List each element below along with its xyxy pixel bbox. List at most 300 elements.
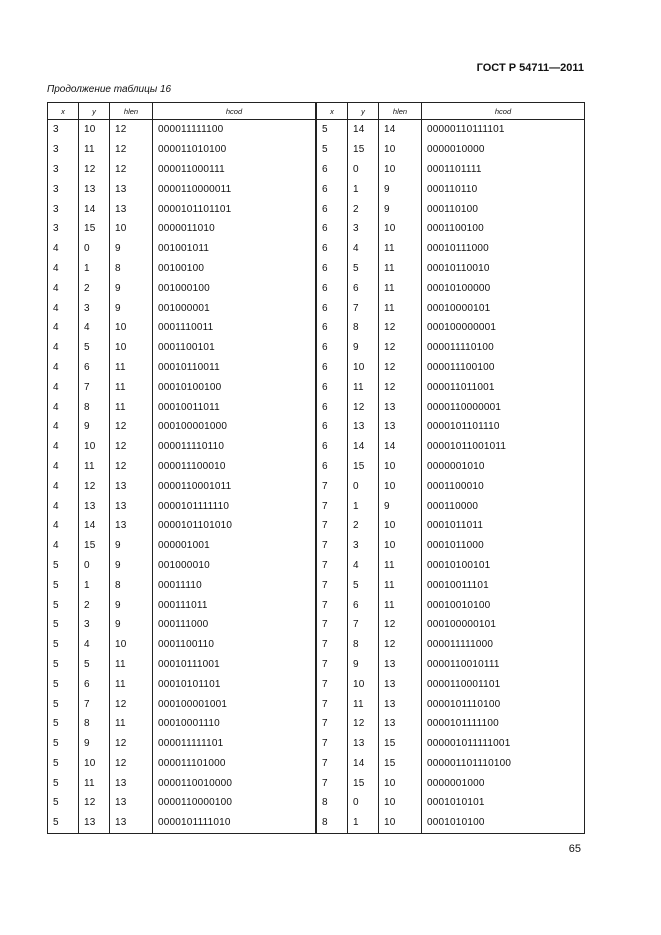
cell-hcod: 000011011001 (422, 377, 585, 397)
cell-hlen: 12 (379, 318, 422, 338)
cell-hlen: 13 (110, 199, 153, 219)
table-row (317, 476, 585, 496)
cell-y: 8 (79, 397, 110, 417)
cell-hlen: 9 (110, 298, 153, 318)
cell-hlen: 13 (110, 516, 153, 536)
cell-x: 6 (317, 298, 348, 318)
cell-y: 15 (348, 773, 379, 793)
table-row (317, 140, 585, 160)
cell-hlen: 9 (110, 615, 153, 635)
cell-x: 4 (48, 417, 79, 437)
cell-x: 7 (317, 674, 348, 694)
table-row (317, 615, 585, 635)
cell-hcod: 00010010100 (422, 595, 585, 615)
table-row (317, 595, 585, 615)
cell-y: 14 (348, 754, 379, 774)
cell-hlen: 9 (110, 536, 153, 556)
cell-y: 3 (79, 615, 110, 635)
cell-x: 5 (48, 575, 79, 595)
cell-hcod: 001000100 (153, 278, 316, 298)
table-row (317, 298, 585, 318)
cell-hcod: 000111011 (153, 595, 316, 615)
cell-x: 6 (317, 219, 348, 239)
cell-hcod: 000011111100 (153, 120, 316, 140)
cell-y: 13 (79, 813, 110, 833)
cell-y: 0 (348, 793, 379, 813)
cell-y: 15 (79, 219, 110, 239)
table-row (48, 476, 316, 496)
cell-hlen: 14 (379, 120, 422, 140)
cell-hlen: 13 (110, 496, 153, 516)
table-row (48, 496, 316, 516)
table-row (317, 694, 585, 714)
cell-x: 6 (317, 318, 348, 338)
cell-y: 7 (348, 615, 379, 635)
cell-x: 8 (317, 813, 348, 833)
column-header-hlen: hlen (110, 103, 153, 120)
cell-y: 5 (79, 655, 110, 675)
cell-y: 13 (79, 179, 110, 199)
table-row (317, 575, 585, 595)
table-row (48, 259, 316, 279)
cell-y: 9 (79, 734, 110, 754)
cell-hlen: 13 (110, 179, 153, 199)
cell-hcod: 00010011101 (422, 575, 585, 595)
cell-x: 5 (48, 773, 79, 793)
cell-hcod: 000110110 (422, 179, 585, 199)
column-header-hlen: hlen (379, 103, 422, 120)
cell-hlen: 10 (379, 140, 422, 160)
table-row (317, 120, 585, 140)
cell-x: 3 (48, 219, 79, 239)
cell-hcod: 00011110 (153, 575, 316, 595)
column-header-hcod: hcod (422, 103, 585, 120)
table-row (317, 239, 585, 259)
cell-hlen: 12 (110, 160, 153, 180)
cell-hlen: 13 (110, 793, 153, 813)
cell-hcod: 0000001000 (422, 773, 585, 793)
table-row (48, 417, 316, 437)
table-row (48, 120, 316, 140)
cell-x: 4 (48, 516, 79, 536)
cell-x: 5 (48, 793, 79, 813)
table-row (317, 397, 585, 417)
cell-hcod: 00001011001011 (422, 437, 585, 457)
table-row (48, 318, 316, 338)
cell-x: 5 (48, 655, 79, 675)
cell-hlen: 10 (110, 219, 153, 239)
cell-y: 13 (348, 417, 379, 437)
cell-x: 8 (317, 793, 348, 813)
cell-y: 11 (348, 377, 379, 397)
cell-x: 7 (317, 734, 348, 754)
table-row (317, 754, 585, 774)
cell-y: 12 (348, 397, 379, 417)
cell-hcod: 0000101111100 (422, 714, 585, 734)
cell-hcod: 0000110001101 (422, 674, 585, 694)
table-row (48, 595, 316, 615)
cell-x: 3 (48, 140, 79, 160)
cell-hcod: 0001010101 (422, 793, 585, 813)
cell-hlen: 10 (379, 476, 422, 496)
cell-y: 0 (79, 239, 110, 259)
cell-x: 7 (317, 575, 348, 595)
table-row (317, 635, 585, 655)
table-row (317, 417, 585, 437)
cell-y: 4 (79, 318, 110, 338)
cell-hcod: 000011110100 (422, 338, 585, 358)
cell-y: 8 (79, 714, 110, 734)
cell-hlen: 12 (110, 417, 153, 437)
cell-hcod: 00000110111101 (422, 120, 585, 140)
cell-hcod: 000110100 (422, 199, 585, 219)
cell-x: 6 (317, 338, 348, 358)
table-row (48, 437, 316, 457)
cell-hlen: 12 (110, 457, 153, 477)
cell-hlen: 12 (379, 635, 422, 655)
cell-hcod: 00010100100 (153, 377, 316, 397)
cell-x: 6 (317, 437, 348, 457)
cell-y: 1 (348, 179, 379, 199)
cell-y: 7 (79, 694, 110, 714)
cell-hcod: 00010101101 (153, 674, 316, 694)
cell-x: 4 (48, 476, 79, 496)
cell-x: 7 (317, 714, 348, 734)
cell-hlen: 12 (110, 140, 153, 160)
cell-x: 4 (48, 259, 79, 279)
cell-hlen: 15 (379, 754, 422, 774)
cell-x: 6 (317, 377, 348, 397)
cell-y: 6 (79, 358, 110, 378)
cell-hlen: 8 (110, 575, 153, 595)
table-row (48, 397, 316, 417)
table-row (317, 556, 585, 576)
cell-hcod: 0000101101010 (153, 516, 316, 536)
cell-hlen: 12 (110, 694, 153, 714)
cell-y: 0 (348, 160, 379, 180)
table-row (317, 358, 585, 378)
cell-hcod: 000100000001 (422, 318, 585, 338)
cell-hcod: 001000010 (153, 556, 316, 576)
table-row (317, 338, 585, 358)
cell-hcod: 00010001110 (153, 714, 316, 734)
cell-y: 2 (79, 278, 110, 298)
table-row (48, 556, 316, 576)
cell-x: 7 (317, 694, 348, 714)
cell-y: 7 (79, 377, 110, 397)
cell-x: 6 (317, 199, 348, 219)
cell-x: 5 (48, 694, 79, 714)
cell-hcod: 000011010100 (153, 140, 316, 160)
table-row (317, 813, 585, 833)
cell-hcod: 001001011 (153, 239, 316, 259)
cell-hcod: 0000110010000 (153, 773, 316, 793)
cell-hlen: 12 (379, 377, 422, 397)
cell-y: 15 (348, 457, 379, 477)
cell-hlen: 10 (379, 773, 422, 793)
cell-hlen: 11 (110, 377, 153, 397)
cell-hlen: 9 (379, 179, 422, 199)
cell-x: 6 (317, 278, 348, 298)
cell-y: 3 (348, 536, 379, 556)
table-row (48, 635, 316, 655)
table-row (48, 377, 316, 397)
cell-hcod: 000110000 (422, 496, 585, 516)
cell-hcod: 000001001 (153, 536, 316, 556)
cell-hlen: 10 (110, 635, 153, 655)
cell-hlen: 11 (379, 278, 422, 298)
cell-x: 3 (48, 160, 79, 180)
cell-hlen: 10 (379, 516, 422, 536)
cell-hcod: 000011110110 (153, 437, 316, 457)
cell-hcod: 00010110011 (153, 358, 316, 378)
cell-x: 7 (317, 516, 348, 536)
cell-x: 5 (317, 140, 348, 160)
cell-y: 0 (79, 556, 110, 576)
cell-x: 5 (317, 120, 348, 140)
cell-y: 4 (79, 635, 110, 655)
cell-hlen: 9 (379, 496, 422, 516)
cell-hcod: 001000001 (153, 298, 316, 318)
cell-hlen: 10 (379, 793, 422, 813)
table-row (317, 674, 585, 694)
table-row (317, 377, 585, 397)
table-row (48, 457, 316, 477)
cell-x: 7 (317, 476, 348, 496)
cell-x: 4 (48, 496, 79, 516)
cell-y: 7 (348, 298, 379, 318)
cell-hlen: 9 (110, 556, 153, 576)
cell-hcod: 00010111000 (422, 239, 585, 259)
cell-hcod: 0000110000001 (422, 397, 585, 417)
column-header-y: y (348, 103, 379, 120)
cell-y: 15 (348, 140, 379, 160)
cell-x: 7 (317, 635, 348, 655)
cell-y: 11 (79, 773, 110, 793)
cell-x: 5 (48, 556, 79, 576)
cell-hcod: 00010000101 (422, 298, 585, 318)
table-row (317, 199, 585, 219)
cell-hcod: 000011000111 (153, 160, 316, 180)
table-row (317, 655, 585, 675)
table-row (317, 278, 585, 298)
table-row (48, 239, 316, 259)
cell-x: 5 (48, 714, 79, 734)
cell-hlen: 9 (379, 199, 422, 219)
cell-hlen: 10 (110, 338, 153, 358)
cell-x: 3 (48, 179, 79, 199)
cell-hlen: 13 (379, 655, 422, 675)
cell-hlen: 10 (379, 457, 422, 477)
cell-y: 9 (348, 338, 379, 358)
cell-x: 7 (317, 556, 348, 576)
cell-x: 6 (317, 417, 348, 437)
cell-x: 6 (317, 179, 348, 199)
cell-hlen: 11 (379, 259, 422, 279)
cell-hcod: 00010110010 (422, 259, 585, 279)
cell-y: 1 (79, 259, 110, 279)
table-row (48, 734, 316, 754)
cell-hcod: 0000110000011 (153, 179, 316, 199)
cell-hcod: 0001100110 (153, 635, 316, 655)
cell-x: 7 (317, 773, 348, 793)
cell-y: 12 (348, 714, 379, 734)
cell-hcod: 0001011011 (422, 516, 585, 536)
cell-hcod: 0001110011 (153, 318, 316, 338)
cell-hlen: 9 (110, 278, 153, 298)
cell-hlen: 13 (110, 773, 153, 793)
cell-hlen: 11 (110, 358, 153, 378)
cell-hlen: 13 (110, 813, 153, 833)
cell-hcod: 000011100100 (422, 358, 585, 378)
cell-y: 12 (79, 160, 110, 180)
cell-y: 5 (348, 575, 379, 595)
table-row (48, 575, 316, 595)
cell-y: 9 (79, 417, 110, 437)
table-row (48, 516, 316, 536)
cell-y: 15 (79, 536, 110, 556)
cell-y: 11 (348, 694, 379, 714)
cell-x: 4 (48, 536, 79, 556)
cell-x: 5 (48, 615, 79, 635)
cell-y: 10 (79, 754, 110, 774)
cell-x: 5 (48, 674, 79, 694)
cell-y: 10 (348, 674, 379, 694)
cell-x: 4 (48, 457, 79, 477)
cell-hlen: 13 (379, 674, 422, 694)
cell-hlen: 13 (379, 694, 422, 714)
cell-y: 3 (79, 298, 110, 318)
cell-hlen: 12 (379, 358, 422, 378)
cell-x: 6 (317, 397, 348, 417)
cell-y: 9 (348, 655, 379, 675)
cell-x: 4 (48, 298, 79, 318)
table-row (48, 694, 316, 714)
cell-x: 7 (317, 754, 348, 774)
cell-y: 14 (348, 120, 379, 140)
table-row (48, 160, 316, 180)
cell-hlen: 11 (379, 239, 422, 259)
cell-hcod: 00010100000 (422, 278, 585, 298)
cell-hcod: 000011111000 (422, 635, 585, 655)
table-row (317, 219, 585, 239)
cell-hlen: 11 (110, 397, 153, 417)
code-table-right (316, 102, 585, 834)
cell-x: 7 (317, 496, 348, 516)
cell-y: 8 (348, 635, 379, 655)
table-row (48, 615, 316, 635)
table-row (317, 516, 585, 536)
cell-hcod: 00010111001 (153, 655, 316, 675)
cell-y: 2 (348, 516, 379, 536)
cell-x: 7 (317, 655, 348, 675)
table-row (317, 793, 585, 813)
cell-y: 0 (348, 476, 379, 496)
table-row (48, 793, 316, 813)
cell-hlen: 13 (110, 476, 153, 496)
cell-y: 14 (79, 199, 110, 219)
cell-x: 4 (48, 437, 79, 457)
cell-hcod: 0000011010 (153, 219, 316, 239)
cell-hcod: 0000101111110 (153, 496, 316, 516)
cell-hcod: 000100000101 (422, 615, 585, 635)
cell-hcod: 00010011011 (153, 397, 316, 417)
table-row (317, 536, 585, 556)
cell-hcod: 0001100101 (153, 338, 316, 358)
cell-y: 11 (79, 140, 110, 160)
cell-hlen: 10 (110, 318, 153, 338)
table-row (48, 179, 316, 199)
table-row (48, 655, 316, 675)
column-header-x: x (317, 103, 348, 120)
cell-y: 1 (79, 575, 110, 595)
table-row (48, 219, 316, 239)
cell-hlen: 10 (379, 160, 422, 180)
table-row (48, 674, 316, 694)
cell-hlen: 12 (110, 437, 153, 457)
cell-x: 4 (48, 318, 79, 338)
cell-y: 10 (79, 437, 110, 457)
cell-x: 6 (317, 239, 348, 259)
cell-hcod: 0000101111010 (153, 813, 316, 833)
cell-hlen: 13 (379, 714, 422, 734)
cell-hlen: 15 (379, 734, 422, 754)
code-table-left (47, 102, 316, 834)
table-row (48, 714, 316, 734)
cell-x: 3 (48, 120, 79, 140)
column-header-x: x (48, 103, 79, 120)
cell-x: 7 (317, 536, 348, 556)
table-caption: Продолжение таблицы 16 (47, 84, 172, 95)
cell-hlen: 12 (379, 338, 422, 358)
table-row (317, 179, 585, 199)
table-row (317, 160, 585, 180)
cell-y: 12 (79, 476, 110, 496)
table-row (48, 278, 316, 298)
cell-hcod: 0000110000100 (153, 793, 316, 813)
table-row (317, 734, 585, 754)
column-header-hcod: hcod (153, 103, 316, 120)
table-row (48, 813, 316, 833)
cell-x: 5 (48, 595, 79, 615)
cell-hlen: 11 (379, 298, 422, 318)
cell-hlen: 8 (110, 259, 153, 279)
cell-y: 1 (348, 496, 379, 516)
cell-y: 14 (79, 516, 110, 536)
cell-x: 5 (48, 813, 79, 833)
table-row (48, 140, 316, 160)
cell-hlen: 9 (110, 239, 153, 259)
cell-y: 6 (348, 595, 379, 615)
cell-hcod: 00100100 (153, 259, 316, 279)
cell-x: 3 (48, 199, 79, 219)
cell-y: 12 (79, 793, 110, 813)
cell-y: 2 (79, 595, 110, 615)
cell-hcod: 000011111101 (153, 734, 316, 754)
cell-hlen: 11 (379, 556, 422, 576)
cell-hcod: 00010100101 (422, 556, 585, 576)
cell-hcod: 0000001010 (422, 457, 585, 477)
cell-hcod: 000011100010 (153, 457, 316, 477)
cell-hlen: 11 (379, 575, 422, 595)
cell-hlen: 11 (110, 674, 153, 694)
cell-x: 7 (317, 615, 348, 635)
cell-y: 13 (79, 496, 110, 516)
cell-y: 5 (79, 338, 110, 358)
cell-x: 6 (317, 457, 348, 477)
table-row (317, 437, 585, 457)
cell-y: 1 (348, 813, 379, 833)
